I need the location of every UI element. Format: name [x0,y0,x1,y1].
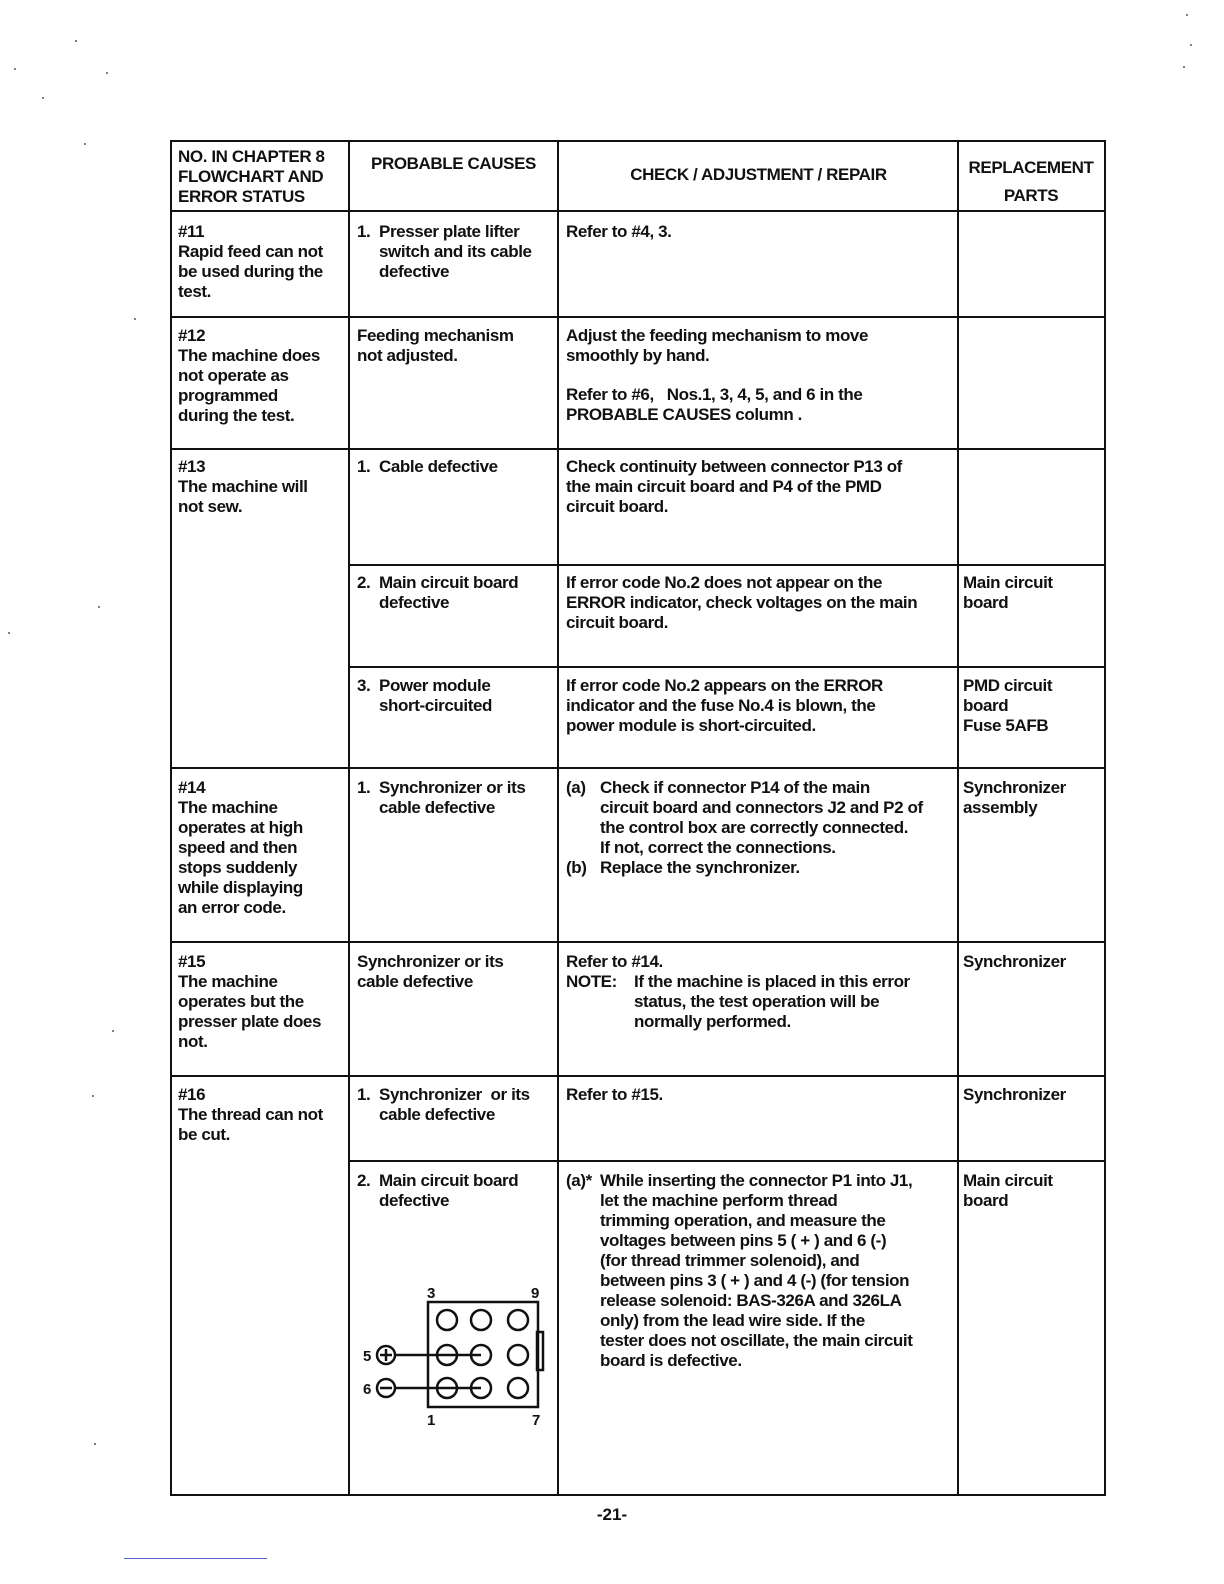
row-13-cause-2-text: Main circuit board defective [379,573,519,612]
pin-label-7: 7 [532,1412,541,1429]
row-14-check-b-text: Replace the synchronizer. [600,858,800,877]
row-13-cause-3-text: Power module short-circuited [379,676,493,715]
row-11-description: Rapid feed can not be used during the test. [178,242,323,301]
row-14-description: The machine operates at high speed and then stops suddenly while displaying an error code. [178,798,303,917]
row-15-description: The machine operates but the presser plate does not. [178,972,322,1051]
scan-speck [98,606,100,608]
row-11-cause-num: 1. [357,222,371,241]
header-no-status: NO. IN CHAPTER 8 FLOWCHART AND ERROR STATUS [178,147,325,206]
row-12-check-adjust: Adjust the feeding mechanism to move smoothly by hand. [566,326,869,365]
row-16-description: The thread can not be cut. [178,1105,323,1144]
scan-speck [84,143,86,145]
row-13-status [178,457,344,517]
row-11-check: Refer to #4, 3. [566,222,672,241]
row-divider-13 [171,767,1105,769]
pin-circle [471,1310,491,1330]
row-16-parts-2: Main circuit board [963,1171,1053,1210]
header-probable-causes: PROBABLE CAUSES [371,154,536,173]
row-14-check [566,778,954,878]
row-13-cause-1 [357,457,555,477]
row-divider-11 [171,316,1105,318]
row-14-cause-text: Synchronizer or its cable defective [379,778,526,817]
scan-speck [134,318,136,320]
col-divider-3 [957,141,959,1495]
row-14-cause-num: 1. [357,778,371,797]
row-14-parts: Synchronizer assembly [963,778,1066,817]
row-14-check-a [566,778,954,858]
row-14-check-b-label: (b) [566,858,587,877]
probe-label-5: 5 [363,1348,372,1365]
row-divider-15 [171,1075,1105,1077]
row-13-parts-3: PMD circuit board Fuse 5AFB [963,676,1053,735]
bottom-underline [124,1558,267,1559]
row-12-check [566,326,954,425]
scan-speck [1190,44,1192,46]
header-check-adjust-repair: CHECK / ADJUSTMENT / REPAIR [630,165,887,184]
row-15-check [566,952,954,1032]
row-11-cause [357,222,555,282]
row-12-check-refer: Refer to #6, Nos.1, 3, 4, 5, and 6 in the PROBABLE CAUSES column . [566,385,863,424]
row-15-status [178,952,344,1052]
scan-speck [14,68,16,70]
scan-speck [75,40,77,42]
row-13-check-3: If error code No.2 appears on the ERROR indicator and the fuse No.4 is blown, the power module is short-circuited. [566,676,883,735]
scan-speck [8,632,10,634]
connector-latch [537,1332,543,1370]
row-14-no: #14 [178,778,206,797]
pin-label-9: 9 [531,1285,540,1302]
row-14-check-a-text: Check if connector P14 of the main circuit board and connectors J2 and P2 of the control box are correctly connected. If not, correct the connections. [600,778,923,857]
scan-speck [1183,66,1185,68]
row-11-no: #11 [178,222,205,241]
row-15-parts: Synchronizer [963,952,1066,971]
row-14-cause [357,778,555,818]
row-14-check-a-label: (a) [566,778,586,797]
row-14-check-b [566,858,954,878]
row-16-cause-1-text: Synchronizer or its cable defective [379,1085,530,1124]
row-13-check-2: If error code No.2 does not appear on the ERROR indicator, check voltages on the main circuit board. [566,573,918,632]
scan-speck [42,97,44,99]
pin-circle [508,1310,528,1330]
row-16-check-2 [566,1171,954,1371]
col-divider-1 [348,141,350,1495]
row-15-check-refer: Refer to #14. [566,952,663,971]
subrow-divider-16-1 [349,1160,1105,1162]
row-12-cause: Feeding mechanism not adjusted. [357,326,514,365]
probe-label-6: 6 [363,1381,372,1398]
row-12-no: #12 [178,326,206,345]
scan-speck [92,1095,94,1097]
scan-speck [94,1443,96,1445]
row-15-note [566,972,954,1032]
row-13-cause-1-text: Cable defective [379,457,498,476]
row-13-cause-2-num: 2. [357,573,371,592]
pin-label-3: 3 [427,1285,436,1302]
row-divider-12 [171,448,1105,450]
pin-label-1: 1 [427,1412,436,1429]
row-divider-14 [171,941,1105,943]
row-13-check-1: Check continuity between connector P13 of the main circuit board and P4 of the PMD circuit board. [566,457,902,516]
page-number: -21- [596,1505,628,1524]
header-replacement-parts: REPLACEMENT PARTS [968,158,1094,205]
row-13-cause-3 [357,676,555,716]
row-13-cause-1-num: 1. [357,457,371,476]
subrow-divider-13-2 [349,666,1105,668]
row-13-no: #13 [178,457,206,476]
pin-circle [437,1310,457,1330]
row-16-check-1: Refer to #15. [566,1085,663,1104]
row-11-status [178,222,344,302]
row-16-cause-2-text: Main circuit board defective [379,1171,519,1210]
row-16-cause-2 [357,1171,555,1211]
pin-circle [508,1378,528,1398]
col-divider-2 [557,141,559,1495]
row-15-no: #15 [178,952,206,971]
scan-speck [106,72,108,74]
row-16-cause-1-num: 1. [357,1085,371,1104]
row-13-parts-2: Main circuit board [963,573,1053,612]
row-13-cause-2 [357,573,555,613]
row-13-cause-3-num: 3. [357,676,371,695]
row-16-parts-1: Synchronizer [963,1085,1066,1104]
row-16-check-2-text: While inserting the connector P1 into J1, let the machine perform thread trimming operation, and measure the voltages between pins 5 ( + ) and 6 (-) (for thread trimmer solenoid), and between pins 3 ( + ) and 4 (-) (for tension release solenoid: BAS-326A and 326LA only) from the lead wire side. If the tester does not oscillate, the main circuit board is defective. [600,1171,913,1370]
row-13-description: The machine will not sew. [178,477,308,516]
subrow-divider-13-1 [349,564,1105,566]
row-16-no: #16 [178,1085,206,1104]
row-16-cause-1 [357,1085,555,1125]
row-16-status [178,1085,344,1145]
scan-speck [112,1030,114,1032]
row-16-check-2-label: (a)* [566,1171,592,1190]
row-11-cause-text: Presser plate lifter switch and its cable defective [379,222,532,281]
pin-circle [508,1345,528,1365]
row-16-cause-2-num: 2. [357,1171,371,1190]
scan-speck [1186,14,1188,16]
row-15-cause: Synchronizer or its cable defective [357,952,504,991]
row-15-note-text: If the machine is placed in this error status, the test operation will be normally performed. [634,972,910,1031]
row-12-status [178,326,344,426]
row-16-check-2-item [566,1171,954,1371]
row-14-status [178,778,344,918]
connector-pin-diagram [355,1280,555,1430]
row-divider-header [171,210,1105,212]
row-12-description: The machine does not operate as programmed during the test. [178,346,320,425]
row-15-note-label: NOTE: [566,972,617,991]
